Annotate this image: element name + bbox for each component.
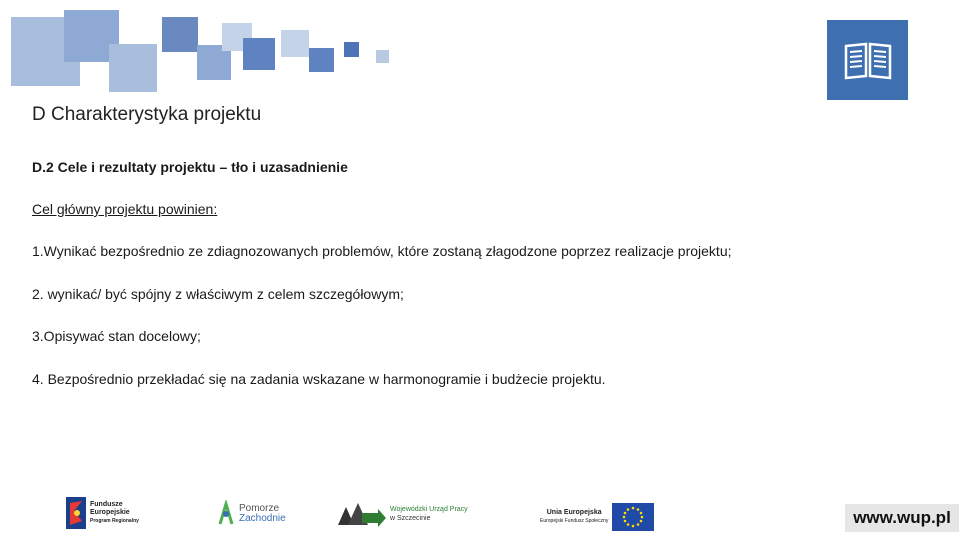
pomorze-emblem-icon: [216, 500, 236, 528]
wup-emblem-icon: [338, 501, 386, 527]
list-item: 3.Opisywać stan docelowy;: [32, 328, 201, 344]
decor-square: [281, 30, 309, 57]
decor-square: [243, 38, 275, 70]
slide-subtitle: D.2 Cele i rezultaty projektu – tło i uzasadnienie: [32, 159, 348, 175]
pomorze-line2: Zachodnie: [239, 513, 286, 524]
eu-flag-icon: [612, 503, 654, 531]
list-item: 4. Bezpośrednio przekładać się na zadania wskazane w harmonogramie i budżecie projektu.: [32, 371, 606, 387]
decor-square: [162, 17, 198, 52]
decor-square: [109, 44, 157, 92]
decor-square: [344, 42, 359, 57]
decor-square: [309, 48, 334, 72]
fe-line2: Europejskie: [90, 509, 130, 516]
fe-star-icon: [66, 497, 86, 529]
open-book-icon: [842, 40, 894, 80]
fundusze-europejskie-logo: [66, 497, 139, 529]
intro-text: Cel główny projektu powinien:: [32, 201, 218, 217]
website-link[interactable]: www.wup.pl: [845, 504, 959, 532]
wup-line2: w Szczecinie: [390, 515, 431, 522]
list-item: 1.Wynikać bezpośrednio ze zdiagnozowanych problemów, które zostaną złagodzone poprzez realizacje projektu;: [32, 243, 732, 259]
fe-line1: Fundusze: [90, 501, 123, 508]
header-icon-box: [827, 20, 908, 100]
slide-title: D Charakterystyka projektu: [32, 104, 262, 125]
ue-line2: Europejski Fundusz Społeczny: [540, 518, 609, 524]
wup-logo: [338, 501, 468, 527]
wup-line1: Wojewódzki Urząd Pracy: [390, 506, 468, 513]
fe-line3: Program Regionalny: [90, 518, 139, 524]
list-item: 2. wynikać/ być spójny z właściwym z celem szczegółowym;: [32, 286, 404, 302]
unia-europejska-logo: [540, 503, 654, 531]
ue-line1: Unia Europejska: [546, 509, 602, 516]
pomorze-zachodnie-logo: [216, 500, 286, 528]
pomorze-line1: Pomorze: [239, 503, 280, 514]
decor-square: [376, 50, 389, 63]
